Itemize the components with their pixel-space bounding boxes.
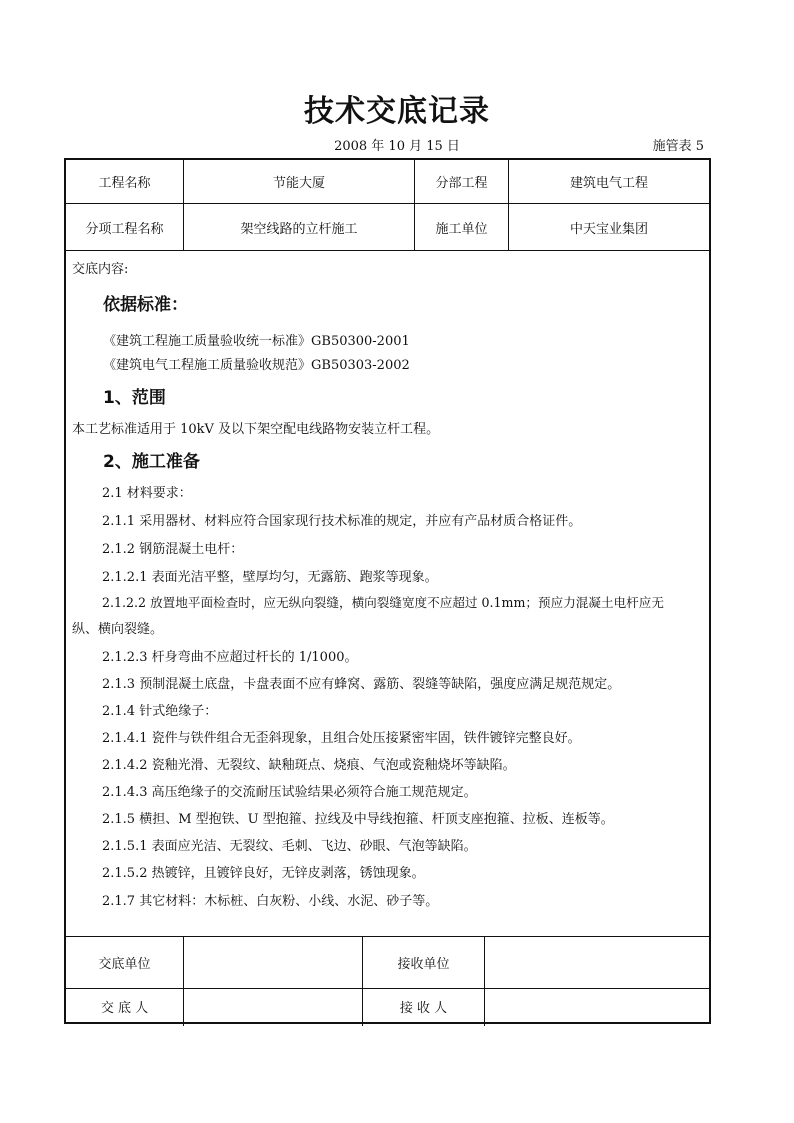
- content-line: 2.1.4.1 瓷件与铁件组合无歪斜现象，且组合处压接紧密牢固，铁件镀锌完整良好。: [102, 731, 581, 746]
- division-label: 分部工程: [435, 176, 488, 191]
- content-line: 2.1.2.3 杆身弯曲不应超过杆长的 1/1000。: [102, 650, 358, 665]
- basis-item: 《建筑电气工程施工质量验收规范》GB50303-2002: [103, 358, 410, 373]
- receiver-person-label: 接 收 人: [399, 1000, 448, 1016]
- content-label: 交底内容:: [72, 262, 129, 277]
- content-line: 2.1.3 预制混凝土底盘，卡盘表面不应有蜂窝、露筋、裂缝等缺陷，强度应满足规范规定。: [102, 677, 621, 692]
- basis-item: 《建筑工程施工质量验收统一标准》GB50300-2001: [103, 334, 410, 349]
- content-line: 2.1.2.1 表面光洁平整，壁厚均匀，无露筋、跑浆等现象。: [102, 570, 438, 585]
- receiver-unit-label: 接收单位: [397, 957, 450, 972]
- content-line: 2.1.7 其它材料：木标桩、白灰粉、小线、水泥、砂子等。: [102, 894, 439, 909]
- document-title: 技术交底记录: [304, 94, 490, 129]
- basis-heading: 依据标准：: [103, 295, 188, 315]
- receiver-person-value[interactable]: [485, 989, 709, 1023]
- project-name-value: 节能大厦: [272, 176, 325, 191]
- unit-label: 施工单位: [435, 221, 488, 237]
- issuer-unit-value[interactable]: [184, 937, 362, 988]
- division-value: 建筑电气工程: [569, 176, 648, 191]
- content-line: 2.1.4.3 高压绝缘子的交流耐压试验结果必须符合施工规范规定。: [102, 785, 477, 800]
- row-divider: [66, 250, 709, 251]
- issuer-person-label: 交 底 人: [100, 1000, 149, 1016]
- content-line: 2.1.2 钢筋混凝土电杆：: [102, 542, 244, 557]
- content-line: 2.1.5.2 热镀锌，且镀锌良好，无锌皮剥落，锈蚀现象。: [102, 866, 425, 881]
- content-line: 2.1.4 针式绝缘子：: [102, 704, 218, 719]
- section1-text: 本工艺标准适用于 10kV 及以下架空配电线路物安装立杆工程。: [72, 422, 440, 437]
- project-name-label: 工程名称: [98, 176, 151, 191]
- content-line: 2.1.5.1 表面应光洁、无裂纹、毛刺、飞边、砂眼、气泡等缺陷。: [102, 839, 477, 854]
- document-date: 2008 年 10 月 15 日: [334, 139, 460, 154]
- record-table: [64, 158, 711, 1024]
- issuer-person-value[interactable]: [184, 989, 362, 1023]
- content-line: 纵、横向裂缝。: [72, 622, 164, 637]
- subitem-label: 分项工程名称: [85, 221, 164, 237]
- unit-value: 中天宝业集团: [569, 221, 648, 237]
- form-number: 施管表 5: [652, 139, 704, 154]
- section2-heading: 2、施工准备: [103, 452, 200, 472]
- content-line: 2.1.1 采用器材、材料应符合国家现行技术标准的规定，并应有产品材质合格证件。: [102, 514, 582, 529]
- content-line: 2.1.5 横担、M 型抱铁、U 型抱箍、拉线及中导线抱箍、杆顶支座抱箍、拉板、连板等。: [102, 812, 614, 827]
- content-line: 2.1.2.2 放置地平面检查时，应无纵向裂缝，横向裂缝宽度不应超过 0.1mm；预应力混凝土电杆应无: [102, 595, 664, 610]
- content-line: 2.1 材料要求：: [102, 486, 192, 501]
- issuer-unit-label: 交底单位: [98, 957, 151, 972]
- content-line: 2.1.4.2 瓷釉光滑、无裂纹、缺釉斑点、烧痕、气泡或瓷釉烧坏等缺陷。: [102, 758, 516, 773]
- receiver-unit-value[interactable]: [485, 937, 709, 988]
- section1-heading: 1、范围: [103, 388, 166, 408]
- subitem-value: 架空线路的立杆施工: [240, 221, 358, 237]
